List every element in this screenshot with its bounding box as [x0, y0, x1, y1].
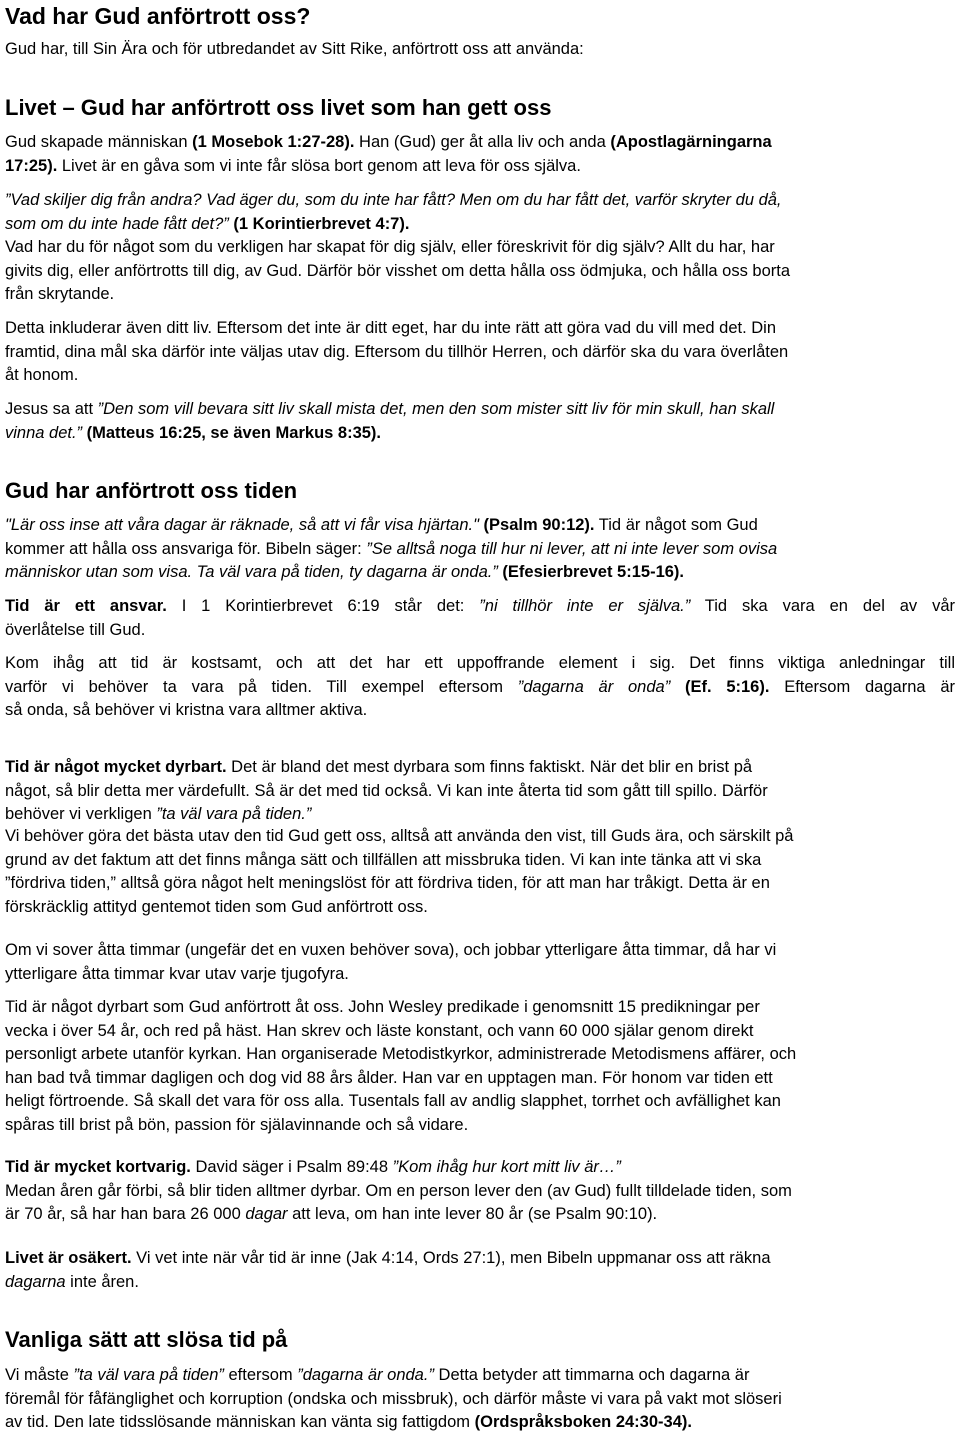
paragraph-tid-kortvarig: Tid är mycket kortvarig. David säger i Psalm 89:48 ”Kom ihåg hur kort mitt liv är…” Medan åren går förbi, så blir tiden alltmer dyrbar. Om en person lever den (av Gud) fullt tilldelade tiden, som är 70 år, så har han bara 26 000 dagar att leva, om han inte lever 80 år (se Psalm 90:10). [5, 1158, 792, 1223]
paragraph-korintier-quote: ”Vad skiljer dig från andra? Vad äger du, som du inte har fått? Men om du har fått det, varför skryter du då, som om du inte hade fått det?” (1 Korintierbrevet 4:7). [5, 191, 782, 233]
paragraph-matteus-quote: Jesus sa att ”Den som vill bevara sitt liv skall mista det, men den som mister sitt liv för min skull, han skall vinna det.” (Matteus 16:25, se även Markus 8:35). [5, 400, 775, 442]
paragraph-john-wesley: Tid är något dyrbart som Gud anförtrott åt oss. John Wesley predikade i genomsnitt 15 predikningar per vecka i över 54 år, och red på häst. Han skrev och läste konstant, och vann 60 000 själar genom direkt personligt arbete utanför kyrkan. Han organiserade Metodistkyrkor, administrerade Metodismens affärer, och han bad två timmar dagligen och dog vid 88 års ålder. Han var en upptagen man. För honom var tiden ett heligt förtroende. Så skall det vara för oss alla. Tusentals fall av andlig slapphet, torrhet och avfällighet kan spåras till brist på bön, passion för själavinnande och så vidare. [5, 998, 797, 1134]
paragraph-livet-gava: Gud skapade människan (1 Mosebok 1:27-28). Han (Gud) ger åt alla liv och anda (Apostlagärningarna 17:25). Livet är en gåva som vi inte får slösa bort genom att leva för oss själva. [5, 133, 772, 175]
paragraph-tid-dyrbart: Tid är något mycket dyrbart. Det är bland det mest dyrbara som finns faktiskt. När det blir en brist på något, så blir detta mer värdefullt. Så är det med tid också. Vi kan inte återta tid som gått till spillo. Därför behöver vi verkligen ”ta väl vara på tiden.” [5, 758, 768, 823]
paragraph-dagarna-onda: Vi måste ”ta väl vara på tiden” eftersom ”dagarna är onda.” Detta betyder att timmarna och dagarna är föremål för fåfänglighet och korruption (ondska och missbruk), och därför måste vi vara på vakt mot slöseri av tid. Den late tidsslösande människan kan vänta sig fattigdom (Ordspråksboken 24:30-34). [5, 1366, 782, 1431]
section-heading-livet: Livet – Gud har anförtrott oss livet som han gett oss [5, 95, 552, 120]
paragraph-basta-utav-tid: Vi behöver göra det bästa utav den tid Gud gett oss, alltså att använda den vist, till Guds ära, och särskilt på grund av det faktum att det finns många sätt och tillfällen att missbruka tiden. Vi kan inte tänka att vi ska ”fördriva tiden,” alltså göra något helt meningslöst för att fördriva tiden, för att man har tråkigt. Detta är en förskräcklig attityd gentemot tiden som Gud anförtrott oss. [5, 827, 794, 916]
paragraph-tid-ansvar: Tid är ett ansvar. I 1 Korintierbrevet 6:19 står det: ”ni tillhör inte er själva.” Tid ska vara en del av vår överlåtelse till Gud. [5, 597, 956, 639]
paragraph-atta-timmar: Om vi sover åtta timmar (ungefär det en vuxen behöver sova), och jobbar ytterligare åtta timmar, då har vi ytterligare åtta timmar kvar utav varje tjugofyra. [5, 941, 777, 983]
paragraph-ditt-liv: Detta inkluderar även ditt liv. Eftersom det inte är ditt eget, har du inte rätt att göra vad du vill med det. Din framtid, dina mål ska därför inte väljas utav dig. Eftersom du tillhör Herren, och därför ska du vara överlåten åt honom. [5, 319, 789, 384]
section-heading-slosa-tid: Vanliga sätt att slösa tid på [5, 1327, 288, 1352]
page-title: Vad har Gud anförtrott oss? [5, 3, 311, 29]
paragraph-livet-osakert: Livet är osäkert. Vi vet inte när vår tid är inne (Jak 4:14, Ords 27:1), men Bibeln uppmanar oss att räkna dagarna inte åren. [5, 1249, 771, 1291]
intro-paragraph: Gud har, till Sin Ära och för utbredandet av Sitt Rike, anförtrott oss att använda: [5, 40, 584, 58]
paragraph-tid-kostsamt: Kom ihåg att tid är kostsamt, och att det har ett uppoffrande element i sig. Det finns viktiga anledningar till varför vi behöver ta vara på tiden. Till exempel eftersom ”dagarna är onda” (Ef. 5:16). Eftersom dagarna är så onda, så behöver vi kristna vara alltmer aktiva. [5, 654, 955, 719]
paragraph-skrytande: Vad har du för något som du verkligen har skapat för dig själv, eller föreskrivit för dig själv? Allt du har, har givits dig, eller anförtrotts till dig, av Gud. Därför bör visshet om detta hålla oss ödmjuka, och hålla oss borta från skrytande. [5, 238, 791, 303]
paragraph-psalm-90: "Lär oss inse att våra dagar är räknade, så att vi får visa hjärtan." (Psalm 90:12). Tid är något som Gud kommer att hålla oss ansvariga för. Bibeln säger: ”Se alltså noga till hur ni lever, att ni inte lever som ovisa människor utan som visa. Ta väl vara på tiden, ty dagarna är onda.” (Efesierbrevet 5:15-16). [5, 516, 778, 581]
section-heading-tiden: Gud har anförtrott oss tiden [5, 478, 298, 503]
